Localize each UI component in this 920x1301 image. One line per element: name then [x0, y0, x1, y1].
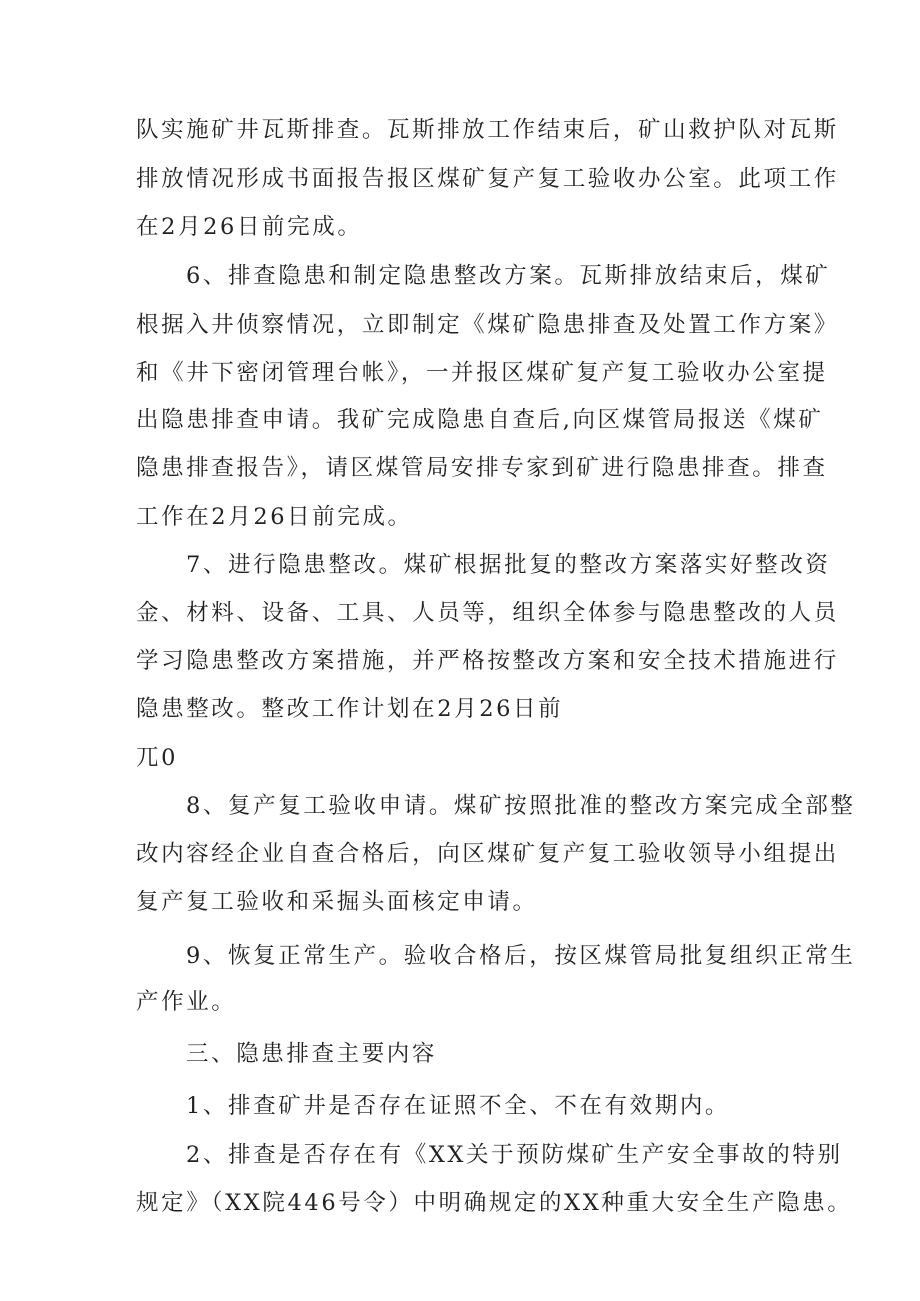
text-line: 兀0 [136, 745, 179, 771]
text-line: 学习隐患整改方案措施，并严格按整改方案和安全技术措施进行 [136, 648, 839, 674]
text-line: 隐患整改。整改工作计划在2月26日前 [136, 696, 564, 722]
text-line: 和《井下密闭管理台帐》，一并报区煤矿复产复工验收办公室提 [136, 360, 828, 386]
section-heading: 三、隐患排查主要内容 [186, 1041, 438, 1067]
paragraph-2-start: 2、排查是否存在有《XX关于预防煤矿生产安全事故的特别 [186, 1142, 843, 1168]
text-line: 排放情况形成书面报告报区煤矿复产复工验收办公室。此项工作 [136, 166, 839, 192]
paragraph-8-start: 8、复产复工验收申请。煤矿按照批准的整改方案完成全部整 [186, 793, 856, 819]
text-line: 隐患排查报告》，请区煤管局安排专家到矿进行隐患排查。排查 [136, 455, 828, 481]
text-line: 改内容经企业自查合格后，向区煤矿复产复工验收领导小组提出 [136, 841, 839, 867]
text-line: 工作在2月26日前完成。 [136, 504, 413, 530]
paragraph-9-start: 9、恢复正常生产。验收合格后，按区煤管局批复组织正常生 [186, 943, 856, 969]
text-line: 规定》（XX院446号令）中明确规定的XX种重大安全生产隐患。 [136, 1190, 853, 1216]
paragraph-1-start: 1、排查矿井是否存在证照不全、不在有效期内。 [186, 1093, 731, 1119]
text-line: 队实施矿井瓦斯排查。瓦斯排放工作结束后，矿山救护队对瓦斯 [136, 117, 839, 143]
text-line: 出隐患排查申请。我矿完成隐患自查后,向区煤管局报送《煤矿 [136, 407, 824, 433]
paragraph-6-start: 6、排查隐患和制定隐患整改方案。瓦斯排放结束后，煤矿 [186, 263, 831, 289]
text-line: 根据入井侦察情况，立即制定《煤矿隐患排查及处置工作方案》 [136, 312, 839, 338]
text-line: 在2月26日前完成。 [136, 214, 363, 240]
paragraph-7-start: 7、进行隐患整改。煤矿根据批复的整改方案落实好整改资 [186, 552, 831, 578]
text-line: 金、材料、设备、工具、人员等，组织全体参与隐患整改的人员 [136, 600, 839, 626]
text-line: 复产复工验收和采掘头面核定申请。 [136, 889, 538, 915]
text-line: 产作业。 [136, 989, 237, 1015]
